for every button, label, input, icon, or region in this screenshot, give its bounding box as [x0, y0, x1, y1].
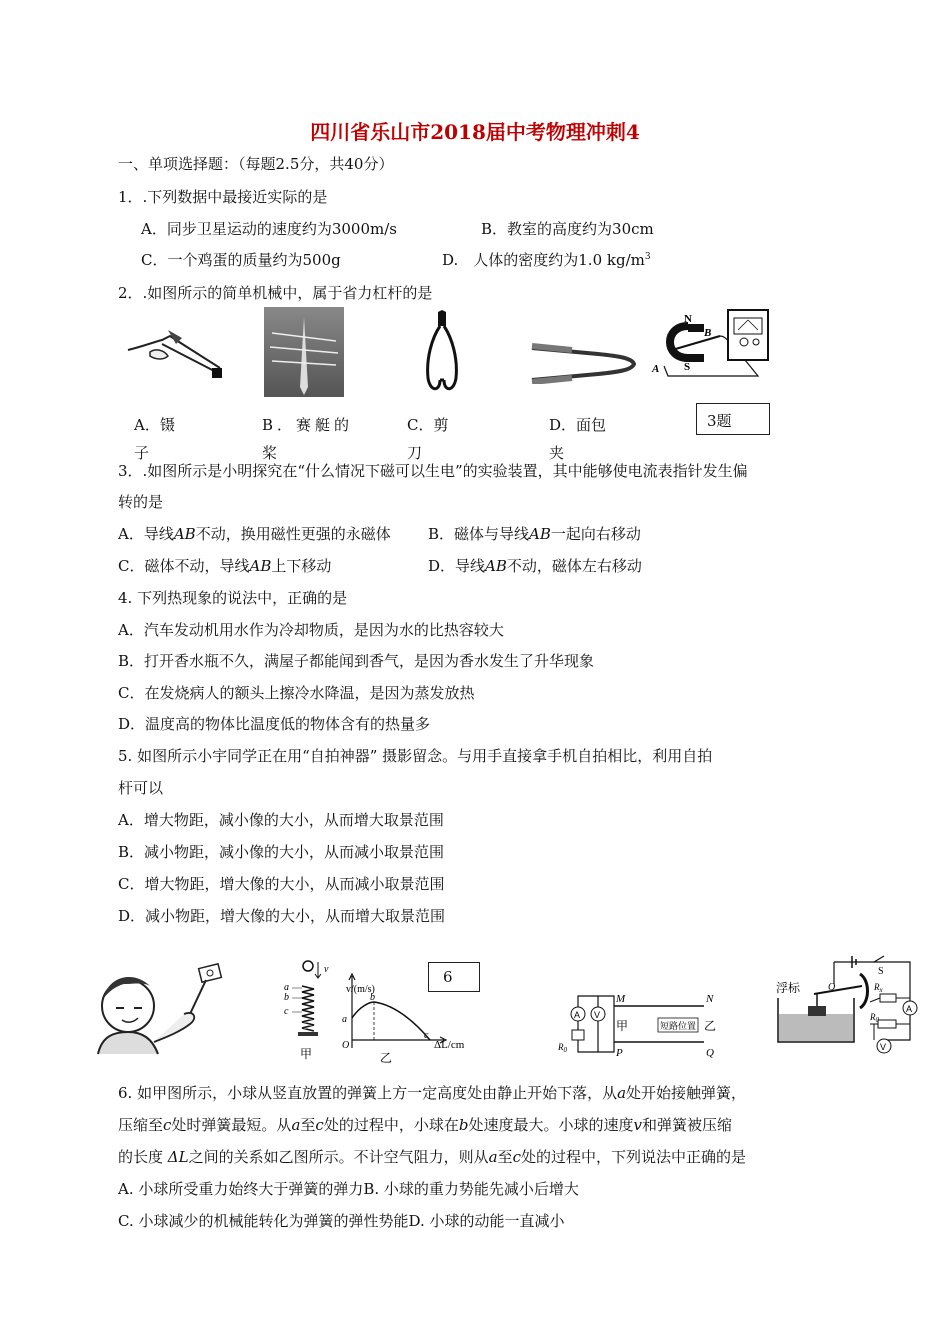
q4-option-d: D．温度高的物体比温度低的物体含有的热量多 [118, 715, 431, 733]
q5-stem-line1: 5. 如图所示小宇同学正在用“自拍神器” 摄影留念。与用手直接拿手机自拍相比，利用自拍 [118, 747, 713, 765]
rowing-boat-image [264, 307, 344, 397]
q3-option-a: A．导线AB不动，换用磁性更强的永磁体 [118, 525, 391, 543]
graph-label-b: b [370, 992, 375, 1003]
q5-option-b: B．减小物距，减小像的大小，从而减小取景范围 [118, 843, 445, 861]
graph-xlabel: ΔL/cm [434, 1039, 465, 1051]
rx-label: $R_x$ [874, 982, 883, 994]
q3-option-d: D．导线AB不动，磁体左右移动 [428, 557, 642, 575]
graph-label-o: O [342, 1040, 350, 1051]
figure-6-label-box: 6 [428, 962, 480, 992]
q2-option-c-cont: 刀 [407, 444, 423, 462]
bread-tongs-image [528, 340, 640, 384]
q4-option-b: B．打开香水瓶不久，满屋子都能闻到香气，是因为香水发生了升华现象 [118, 652, 595, 670]
q2-option-b: B．赛艇的 [262, 416, 354, 434]
graph-label-c: c [424, 1030, 429, 1041]
q5-stem-line2: 杆可以 [118, 779, 164, 797]
label-jia: 甲 [300, 1047, 313, 1061]
q2-option-d-cont: 夹 [549, 444, 565, 462]
q5-option-d: D．减小物距，增大像的大小，从而增大取景范围 [118, 907, 446, 925]
tweezers-image [124, 322, 228, 382]
q4-stem: 4. 下列热现象的说法中，正确的是 [118, 589, 348, 607]
q1-option-c: C．一个鸡蛋的质量约为500g [141, 251, 341, 269]
label-s: S [684, 361, 691, 373]
q6-options-cd: C. 小球减少的机械能转化为弹簧的弹性势能D. 小球的动能一直减小 [118, 1212, 565, 1230]
label-n: N [706, 993, 714, 1005]
voltmeter-label: V [594, 1010, 601, 1020]
label-b: B [704, 327, 712, 339]
scissors-image [420, 308, 464, 400]
float-label: 浮标 [776, 981, 801, 995]
graph-ylabel: v/(m/s) [346, 984, 375, 995]
q2-option-d: D．面包 [549, 416, 607, 434]
q6-stem-line3: 的长度 ΔL之间的关系如乙图所示。不计空气阻力，则从a至c处的过程中，下列说法中正确的是 [118, 1148, 746, 1166]
q6-options-ab: A. 小球所受重力始终大于弹簧的弹力B. 小球的重力势能先减小后增大 [118, 1180, 579, 1198]
figure-3-label-box: 3题 [696, 403, 770, 435]
q3-stem-line2: 转的是 [118, 493, 164, 511]
label-v: v [324, 964, 329, 975]
label-q: Q [706, 1047, 714, 1059]
label-yi: 乙 [704, 1019, 717, 1033]
float-level-circuit [774, 950, 924, 1058]
q2-stem: 2．.如图所示的简单机械中，属于省力杠杆的是 [118, 284, 433, 302]
label-a: a [284, 982, 289, 993]
short-circuit-diagram [554, 992, 724, 1060]
label-n: N [684, 313, 692, 325]
q1-option-a: A．同步卫星运动的速度约为3000m/s [141, 220, 397, 238]
q4-option-a: A．汽车发动机用水作为冷却物质，是因为水的比热容较大 [118, 621, 504, 639]
ammeter-label: A [574, 1010, 581, 1020]
q2-option-b-cont: 桨 [262, 444, 278, 462]
label-b: b [284, 992, 289, 1003]
section-heading: 一、单项选择题：（每题2.5分，共40分） [118, 155, 394, 173]
q1-option-d: D. 人体的密度约为1.0 $kg/m^3$ [442, 251, 651, 269]
switch-label: S [878, 966, 884, 977]
q5-option-a: A．增大物距，减小像的大小，从而增大取景范围 [118, 811, 444, 829]
q2-option-a: A．镊 [134, 416, 175, 434]
graph-label-yi: 乙 [380, 1051, 393, 1064]
label-m: M [616, 993, 626, 1005]
voltmeter-label: V [880, 1042, 887, 1052]
r0-label: $R_0$ [870, 1012, 879, 1024]
label-p: P [616, 1047, 623, 1059]
q5-option-c: C．增大物距，增大像的大小，从而减小取景范围 [118, 875, 445, 893]
induction-apparatus-image [648, 306, 772, 380]
page-title: 四川省乐山市2018届中考物理冲刺4 [310, 120, 640, 144]
q1-stem: 1．.下列数据中最接近实际的是 [118, 188, 328, 206]
q6-stem-line1: 6. 如甲图所示，小球从竖直放置的弹簧上方一定高度处由静止开始下落，从a处开始接触弹簧， [118, 1084, 747, 1102]
q3-stem-line1: 3．.如图所示是小明探究在“什么情况下磁可以生电”的实验装置，其中能够使电流表指针发生偏 [118, 462, 748, 480]
r0-label: $R_0$ [558, 1042, 567, 1054]
label-jia: 甲 [616, 1019, 629, 1033]
q2-option-a-cont: 子 [134, 444, 150, 462]
label-a: A [652, 363, 660, 375]
spring-figure [280, 958, 340, 1066]
graph-label-a: a [342, 1014, 347, 1025]
q6-stem-line2: 压缩至c处时弹簧最短。从a至c处的过程中，小球在b处速度最大。小球的速度v和弹簧被压缩 [118, 1116, 732, 1134]
q3-option-c: C．磁体不动，导线AB上下移动 [118, 557, 332, 575]
ammeter-label: A [906, 1004, 913, 1014]
short-position-label: 短路位置 [660, 1022, 697, 1032]
q2-option-c: C．剪 [407, 416, 449, 434]
pivot-label: O [828, 982, 836, 993]
label-c: c [284, 1006, 289, 1017]
q3-option-b: B．磁体与导线AB一起向右移动 [428, 525, 641, 543]
q4-option-c: C．在发烧病人的额头上擦冷水降温，是因为蒸发放热 [118, 684, 475, 702]
q1-option-b: B．教室的高度约为30cm [481, 220, 654, 238]
selfie-boy-image [94, 962, 226, 1056]
